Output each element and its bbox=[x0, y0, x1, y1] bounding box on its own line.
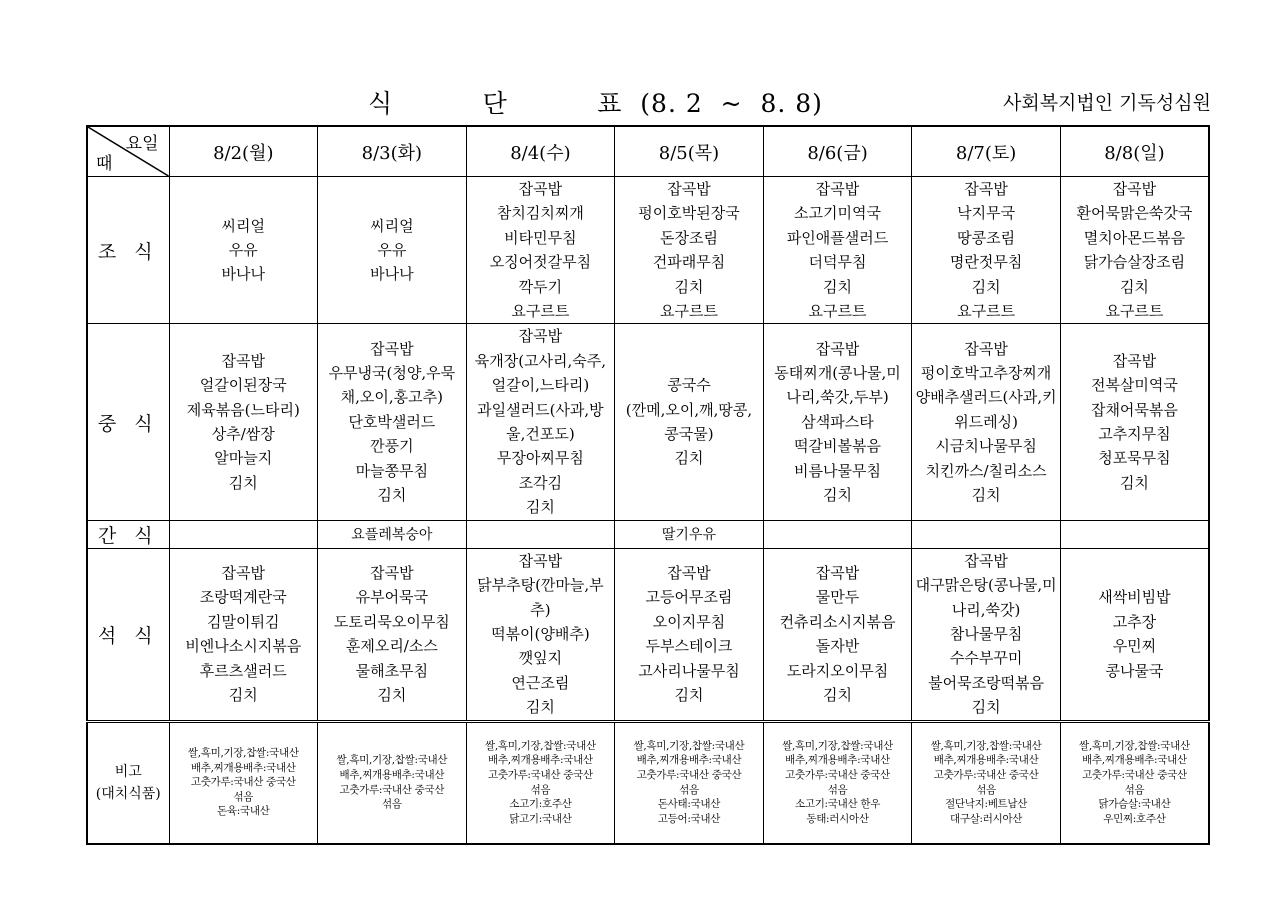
menu-cell bbox=[169, 324, 318, 520]
menu-item: 대구맑은탕(콩나물,미 bbox=[915, 576, 1057, 595]
menu-item: 오징어젓갈무침 bbox=[489, 253, 592, 272]
menu-item: 김치 bbox=[823, 685, 853, 704]
menu-item: 김치 bbox=[823, 486, 853, 505]
menu-item: 김치 bbox=[971, 486, 1001, 505]
menu-item: 치킨까스/칠리소스 bbox=[925, 461, 1047, 480]
menu-item: 김치 bbox=[674, 449, 704, 468]
notes-cell bbox=[912, 721, 1061, 844]
menu-item: 닭부추탕(깐마늘,부 bbox=[477, 576, 604, 595]
menu-item: 요구르트 bbox=[1105, 302, 1164, 321]
menu-item: 후르츠샐러드 bbox=[199, 661, 287, 680]
menu-item: 씨리얼 bbox=[370, 216, 414, 235]
notes-cell bbox=[615, 721, 764, 844]
origin-note: 소고기:호주산 bbox=[509, 798, 572, 811]
menu-item: 물해초무침 bbox=[355, 661, 429, 680]
menu-item: 떡갈비볼볶음 bbox=[794, 437, 881, 456]
menu-cell bbox=[169, 520, 318, 548]
menu-item: 시금치나물무침 bbox=[935, 437, 1037, 456]
menu-item: 깻잎지 bbox=[518, 649, 563, 668]
day-header: 8/6(금) bbox=[763, 126, 912, 177]
notes-cell bbox=[763, 721, 912, 844]
notes-cell bbox=[318, 721, 467, 844]
page-title: 식 단 표 (8. 2 ~ 8. 8) bbox=[368, 89, 823, 118]
notes-label-line: 비고 bbox=[114, 763, 142, 780]
menu-item: 무장아찌무침 bbox=[496, 449, 584, 468]
origin-note: 쌀,흑미,기장,찹쌀:국내산 bbox=[930, 739, 1042, 752]
origin-note: 고춧가루:국내산 중국산 bbox=[339, 783, 445, 796]
menu-item: 요구르트 bbox=[808, 302, 867, 321]
origin-note: 섞음 bbox=[679, 783, 699, 796]
menu-cell bbox=[615, 548, 764, 721]
origin-note: 고춧가루:국내산 중국산 bbox=[785, 768, 890, 781]
menu-cell bbox=[763, 548, 912, 721]
menu-item: 잡채어묵볶음 bbox=[1090, 400, 1178, 419]
menu-item: 펑이호박된장국 bbox=[638, 204, 740, 223]
origin-note: 고춧가루:국내산 중국산 bbox=[488, 768, 593, 781]
menu-item: 잡곡밥 bbox=[667, 180, 711, 198]
menu-item: 더덕무침 bbox=[808, 253, 867, 272]
menu-item: 잡곡밥 bbox=[667, 563, 711, 582]
menu-item: 딸기우유 bbox=[661, 527, 717, 544]
menu-item: 훈제오리/소스 bbox=[345, 637, 438, 656]
origin-note: 배추,찌개용배추:국내산 bbox=[339, 768, 445, 781]
menu-cell bbox=[1060, 548, 1209, 721]
menu-item: 명란젓무침 bbox=[949, 253, 1023, 272]
menu-item: 도토리묵오이무침 bbox=[333, 612, 450, 631]
origin-note: 쌀,흑미,기장,찹쌀:국내산 bbox=[336, 754, 448, 767]
menu-item: 요구르트 bbox=[511, 302, 570, 321]
origin-note: 배추,찌개용배추:국내산 bbox=[190, 761, 296, 774]
menu-item: 잡곡밥 bbox=[370, 339, 414, 358]
menu-item: 김치 bbox=[674, 685, 704, 704]
origin-note: 고춧가루:국내산 중국산 bbox=[636, 768, 742, 781]
menu-cell bbox=[763, 177, 912, 324]
menu-cell bbox=[318, 177, 467, 324]
menu-item: 김치 bbox=[674, 277, 704, 296]
origin-note: 대구살:러시아산 bbox=[950, 812, 1023, 825]
menu-item: 김말이튀김 bbox=[207, 612, 280, 631]
menu-cell bbox=[1060, 324, 1209, 520]
menu-item: 씨리얼 bbox=[221, 216, 266, 235]
menu-item: 김치 bbox=[228, 473, 258, 492]
menu-cell bbox=[466, 520, 615, 548]
origin-note: 섞음 bbox=[530, 783, 551, 796]
menu-cell bbox=[763, 324, 912, 520]
menu-item: 환어묵맑은쑥갓국 bbox=[1076, 204, 1193, 223]
menu-item: 우유 bbox=[377, 241, 407, 260]
menu-item: 비름나물무침 bbox=[794, 461, 881, 480]
origin-note: 배추,찌개용배추:국내산 bbox=[933, 754, 1039, 767]
origin-note: 고등어:국내산 bbox=[657, 812, 721, 825]
notes-cell bbox=[466, 721, 615, 844]
menu-cell bbox=[169, 548, 318, 721]
menu-cell bbox=[912, 548, 1061, 721]
origin-note: 닭가슴살:국내산 bbox=[1098, 798, 1171, 811]
menu-item: 나리,쑥갓) bbox=[951, 600, 1021, 619]
menu-item: 물만두 bbox=[815, 588, 860, 607]
origin-note: 소고기:국내산 한우 bbox=[795, 798, 881, 811]
menu-item: 김치 bbox=[823, 277, 853, 296]
header-row bbox=[87, 126, 1209, 177]
origin-note: 섞음 bbox=[233, 790, 254, 803]
menu-item: 콩국물) bbox=[664, 425, 714, 444]
menu-item: 고등어무조림 bbox=[645, 588, 733, 607]
origin-note: 섞음 bbox=[382, 798, 402, 811]
origin-note: 돈육:국내산 bbox=[217, 805, 270, 818]
menu-item: 잡곡밥 bbox=[370, 563, 414, 582]
origin-note: 섞음 bbox=[1124, 783, 1145, 796]
meal-label: 간 식 bbox=[87, 520, 169, 548]
menu-item: 상추/쌈장 bbox=[211, 425, 275, 444]
menu-item: 김치 bbox=[971, 277, 1001, 296]
origin-note: 쌀,흑미,기장,찹쌀:국내산 bbox=[782, 739, 893, 752]
menu-item: 땅콩조림 bbox=[957, 228, 1016, 247]
menu-item: 얼갈이,느타리) bbox=[491, 376, 590, 395]
menu-item: 조랑떡계란국 bbox=[199, 588, 287, 607]
day-header: 8/3(화) bbox=[318, 126, 467, 177]
menu-item: 낙지무국 bbox=[957, 204, 1016, 223]
menu-item: 두부스테이크 bbox=[645, 637, 733, 656]
menu-item: 멸치아몬드볶음 bbox=[1083, 228, 1186, 247]
menu-item: 도라지오이무침 bbox=[786, 661, 889, 680]
origin-note: 절단낙지:베트남산 bbox=[945, 798, 1028, 811]
menu-cell bbox=[615, 177, 764, 324]
day-header: 8/8(일) bbox=[1060, 126, 1209, 177]
menu-cell bbox=[318, 324, 467, 520]
origin-note: 우민찌:호주산 bbox=[1103, 812, 1166, 825]
menu-item: 떡볶이(양배추) bbox=[491, 624, 590, 643]
menu-item: 김치 bbox=[1119, 277, 1149, 296]
menu-cell bbox=[466, 324, 615, 520]
menu-item: 우유 bbox=[228, 241, 258, 260]
menu-item: 잡곡밥 bbox=[964, 180, 1008, 198]
menu-item: 유부어묵국 bbox=[355, 588, 429, 607]
menu-item: 김치 bbox=[1119, 473, 1149, 492]
menu-item: 나리,쑥갓,두부) bbox=[786, 388, 889, 407]
menu-item: 과일샐러드(사과,방 bbox=[477, 400, 604, 419]
notes-cell bbox=[1060, 721, 1209, 844]
menu-item: 잡곡밥 bbox=[964, 339, 1008, 358]
menu-item: 불어묵조랑떡볶음 bbox=[928, 673, 1045, 692]
menu-cell bbox=[466, 177, 615, 324]
menu-cell bbox=[763, 520, 912, 548]
menu-item: 고추지무침 bbox=[1098, 425, 1171, 444]
origin-note: 쌀,흑미,기장,찹쌀:국내산 bbox=[485, 739, 596, 752]
origin-note: 섞음 bbox=[976, 783, 996, 796]
menu-item: 잡곡밥 bbox=[518, 327, 563, 346]
menu-item: 잡곡밥 bbox=[815, 563, 860, 582]
menu-item: 연근조림 bbox=[511, 673, 570, 692]
menu-item: 깍두기 bbox=[518, 277, 563, 296]
menu-item: 소고기미역국 bbox=[794, 204, 881, 223]
origin-note: 돈사태:국내산 bbox=[657, 798, 721, 811]
origin-note: 고춧가루:국내산 중국산 bbox=[1082, 768, 1187, 781]
menu-item: 삼색파스타 bbox=[801, 412, 874, 431]
origin-note: 쌀,흑미,기장,찹쌀:국내산 bbox=[633, 739, 745, 752]
menu-item: 닭가슴살장조림 bbox=[1083, 253, 1186, 272]
day-axis-label: 요일 bbox=[125, 134, 159, 154]
menu-item: 돌자반 bbox=[815, 637, 860, 656]
menu-item: 김치 bbox=[377, 685, 407, 704]
origin-note: 쌀,흑미,기장,찹쌀:국내산 bbox=[187, 747, 299, 760]
notes-cell bbox=[169, 721, 318, 844]
origin-note: 고춧가루:국내산 중국산 bbox=[190, 776, 296, 789]
menu-item: 잡곡밥 bbox=[815, 180, 860, 198]
menu-item: 전복살미역국 bbox=[1090, 376, 1178, 395]
menu-cell bbox=[169, 177, 318, 324]
menu-cell bbox=[912, 520, 1061, 548]
origin-note: 배추,찌개용배추:국내산 bbox=[636, 754, 742, 767]
notes-row bbox=[87, 721, 1209, 844]
menu-item: 잡곡밥 bbox=[964, 551, 1008, 570]
meal-axis-label: 때 bbox=[96, 154, 113, 174]
menu-item: 단호박샐러드 bbox=[348, 412, 436, 431]
menu-cell bbox=[912, 177, 1061, 324]
menu-item: 돈장조림 bbox=[659, 228, 718, 247]
menu-cell bbox=[466, 548, 615, 721]
menu-item: 바나나 bbox=[221, 265, 266, 284]
day-header: 8/5(목) bbox=[615, 126, 764, 177]
menu-cell bbox=[318, 520, 467, 548]
menu-item: 오이지무침 bbox=[652, 612, 726, 631]
menu-item: (깐메,오이,깨,땅콩, bbox=[625, 400, 753, 419]
menu-item: 추) bbox=[530, 600, 551, 619]
menu-item: 울,건포도) bbox=[506, 425, 575, 444]
menu-item: 양배추샐러드(사과,키 bbox=[915, 388, 1057, 407]
menu-item: 잡곡밥 bbox=[1112, 180, 1157, 198]
origin-note: 섞음 bbox=[827, 783, 848, 796]
menu-item: 김치 bbox=[525, 498, 555, 517]
snack-row bbox=[87, 520, 1209, 548]
menu-cell bbox=[1060, 520, 1209, 548]
menu-item: 잡곡밥 bbox=[815, 339, 860, 358]
dinner-row bbox=[87, 548, 1209, 721]
breakfast-row bbox=[87, 177, 1209, 324]
menu-item: 건파래무침 bbox=[652, 253, 726, 272]
meal-plan-table bbox=[86, 125, 1210, 845]
origin-note: 쌀,흑미,기장,찹쌀:국내산 bbox=[1079, 739, 1190, 752]
menu-item: 동태찌개(콩나물,미 bbox=[774, 364, 901, 383]
organization-name: 사회복지법인 기독성심원 bbox=[1003, 92, 1211, 114]
menu-item: 김치 bbox=[971, 698, 1001, 717]
menu-item: 요플레복숭아 bbox=[351, 527, 433, 544]
menu-item: 김치 bbox=[525, 698, 555, 717]
menu-item: 파인애플샐러드 bbox=[786, 228, 889, 247]
menu-item: 깐풍기 bbox=[370, 437, 414, 456]
menu-item: 김치 bbox=[377, 486, 407, 505]
menu-item: 육개장(고사리,숙주, bbox=[474, 351, 607, 370]
day-header: 8/4(수) bbox=[466, 126, 615, 177]
menu-item: 수수부꾸미 bbox=[949, 649, 1023, 668]
notes-label-line: (대치식품) bbox=[95, 785, 161, 802]
menu-item: 고사리나물무침 bbox=[638, 661, 740, 680]
menu-item: 김치 bbox=[228, 685, 258, 704]
menu-cell bbox=[615, 520, 764, 548]
meal-label: 중 식 bbox=[87, 324, 169, 520]
menu-item: 채,오이,홍고추) bbox=[340, 388, 444, 407]
origin-note: 동태:러시아산 bbox=[806, 812, 869, 825]
menu-item: 알마늘지 bbox=[214, 449, 273, 468]
notes-label bbox=[87, 721, 169, 844]
menu-item: 청포묵무침 bbox=[1098, 449, 1171, 468]
menu-item: 새싹비빔밥 bbox=[1098, 588, 1171, 607]
menu-cell bbox=[615, 324, 764, 520]
origin-note: 배추,찌개용배추:국내산 bbox=[1082, 754, 1187, 767]
meal-label: 석 식 bbox=[87, 548, 169, 721]
menu-item: 펑이호박고추장찌개 bbox=[920, 364, 1052, 383]
menu-cell bbox=[318, 548, 467, 721]
menu-item: 위드레싱) bbox=[954, 412, 1018, 431]
origin-note: 고춧가루:국내산 중국산 bbox=[933, 768, 1039, 781]
menu-item: 참치김치찌개 bbox=[496, 204, 584, 223]
origin-note: 배추,찌개용배추:국내산 bbox=[488, 754, 593, 767]
origin-note: 배추,찌개용배추:국내산 bbox=[785, 754, 890, 767]
menu-item: 우민찌 bbox=[1112, 637, 1157, 656]
day-header: 8/2(월) bbox=[169, 126, 318, 177]
menu-item: 잡곡밥 bbox=[518, 180, 563, 198]
menu-cell bbox=[1060, 177, 1209, 324]
menu-item: 조각김 bbox=[518, 473, 563, 492]
menu-cell bbox=[912, 324, 1061, 520]
origin-note: 닭고기:국내산 bbox=[509, 812, 572, 825]
menu-item: 요구르트 bbox=[659, 302, 718, 321]
menu-item: 콩국수 bbox=[667, 376, 711, 395]
menu-item: 잡곡밥 bbox=[221, 351, 266, 370]
menu-item: 바나나 bbox=[370, 265, 414, 284]
menu-item: 얼갈이된장국 bbox=[199, 376, 287, 395]
menu-item: 고추장 bbox=[1112, 612, 1157, 631]
menu-item: 비엔나소시지볶음 bbox=[185, 637, 302, 656]
menu-item: 컨츄리소시지볶음 bbox=[779, 612, 896, 631]
meal-label: 조 식 bbox=[87, 177, 169, 324]
menu-item: 잡곡밥 bbox=[221, 563, 266, 582]
menu-item: 잡곡밥 bbox=[1112, 351, 1157, 370]
menu-item: 비타민무침 bbox=[504, 228, 577, 247]
menu-item: 우무냉국(청양,우묵 bbox=[328, 364, 456, 383]
day-header: 8/7(토) bbox=[912, 126, 1061, 177]
menu-item: 잡곡밥 bbox=[518, 551, 563, 570]
menu-item: 마늘쫑무침 bbox=[355, 461, 429, 480]
menu-item: 콩나물국 bbox=[1105, 661, 1164, 680]
lunch-row bbox=[87, 324, 1209, 520]
menu-item: 참나물무침 bbox=[949, 624, 1023, 643]
corner-cell bbox=[87, 126, 169, 177]
menu-item: 요구르트 bbox=[957, 302, 1016, 321]
menu-item: 제육볶음(느타리) bbox=[186, 400, 300, 419]
